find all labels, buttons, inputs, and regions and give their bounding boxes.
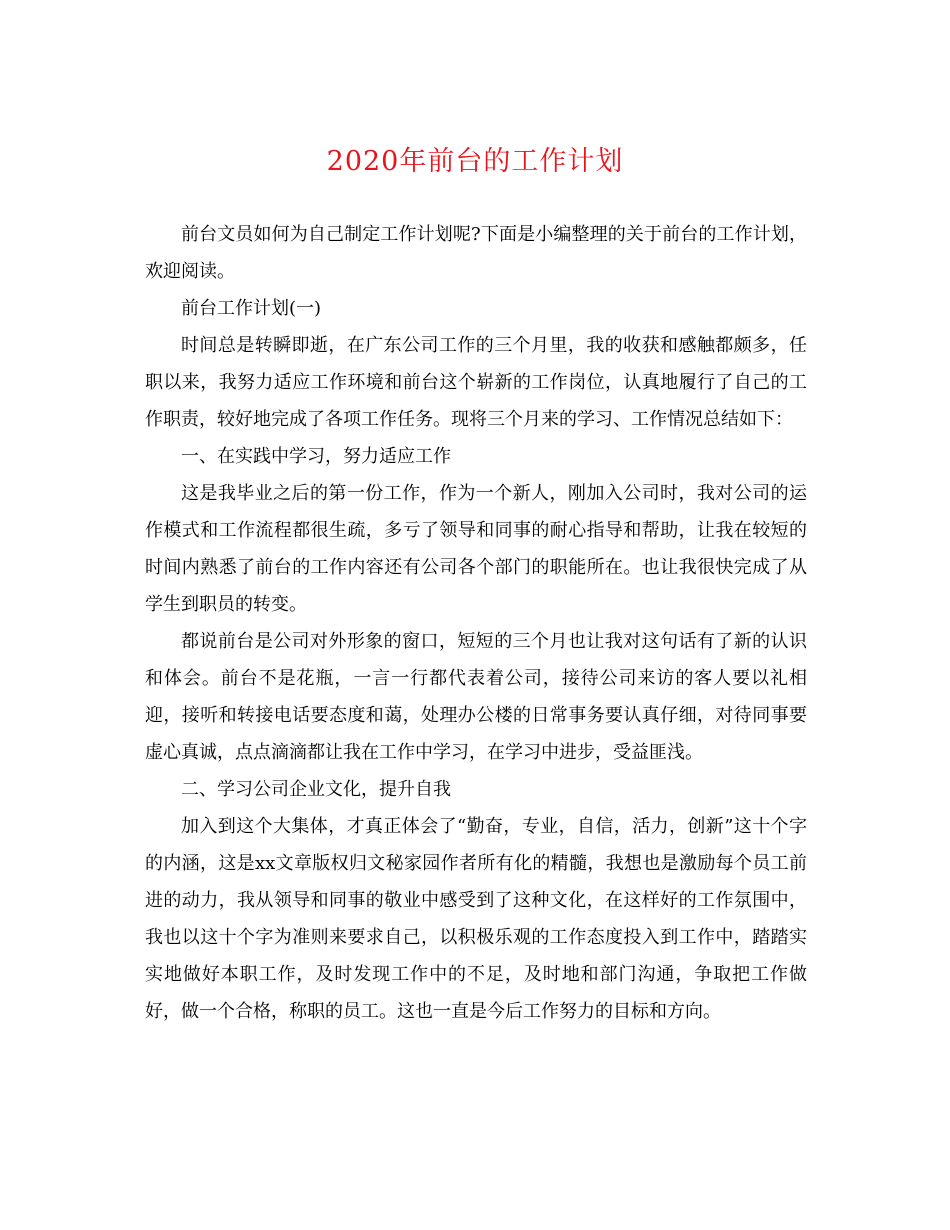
section-heading-practice: 一、在实践中学习，努力适应工作	[181, 446, 451, 467]
paragraph-culture: 加入到这个大集体，才真正体会了“勤奋，专业，自信，活力，创新”这十个字的内涵，这是xx文章版权归文秘家园作者所有化的精髓，我想也是激励每个员工前进的动力，我从领导和同事的敬业中感受到了这种文化，在这样好的工作氛围中，我也以这十个字为准则来要求自己，以积极乐观的工作态度投入到工作中，踏踏实实地做好本职工作，及时发现工作中的不足，及时地和部门沟通，争取把工作做好，做一个合格，称职的员工。这也一直是今后工作努力的目标和方向。	[145, 816, 807, 1022]
paragraph-summary: 时间总是转瞬即逝，在广东公司工作的三个月里，我的收获和感触都颇多，任职以来，我努力适应工作环境和前台这个崭新的工作岗位，认真地履行了自己的工作职责，较好地完成了各项工作任务。现将三个月来的学习、工作情况总结如下：	[145, 335, 807, 430]
document-body	[145, 216, 807, 1030]
paragraph-front-desk-window: 都说前台是公司对外形象的窗口，短短的三个月也让我对这句话有了新的认识和体会。前台不是花瓶，一言一行都代表着公司，接待公司来访的客人要以礼相迎，接听和转接电话要态度和蔼，处理办公楼的日常事务要认真仔细，对待同事要虚心真诚，点点滴滴都让我在工作中学习，在学习中进步，受益匪浅。	[145, 631, 807, 763]
section-heading-culture: 二、学习公司企业文化，提升自我	[181, 779, 451, 800]
section-heading-plan-one: 前台工作计划(一)	[181, 298, 322, 319]
document-title: 2020年前台的工作计划	[326, 146, 624, 177]
paragraph-first-job: 这是我毕业之后的第一份工作，作为一个新人，刚加入公司时，我对公司的运作模式和工作流程都很生疏，多亏了领导和同事的耐心指导和帮助，让我在较短的时间内熟悉了前台的工作内容还有公司各个部门的职能所在。也让我很快完成了从学生到职员的转变。	[145, 483, 807, 615]
paragraph-intro: 前台文员如何为自己制定工作计划呢?下面是小编整理的关于前台的工作计划，欢迎阅读。	[145, 224, 807, 282]
